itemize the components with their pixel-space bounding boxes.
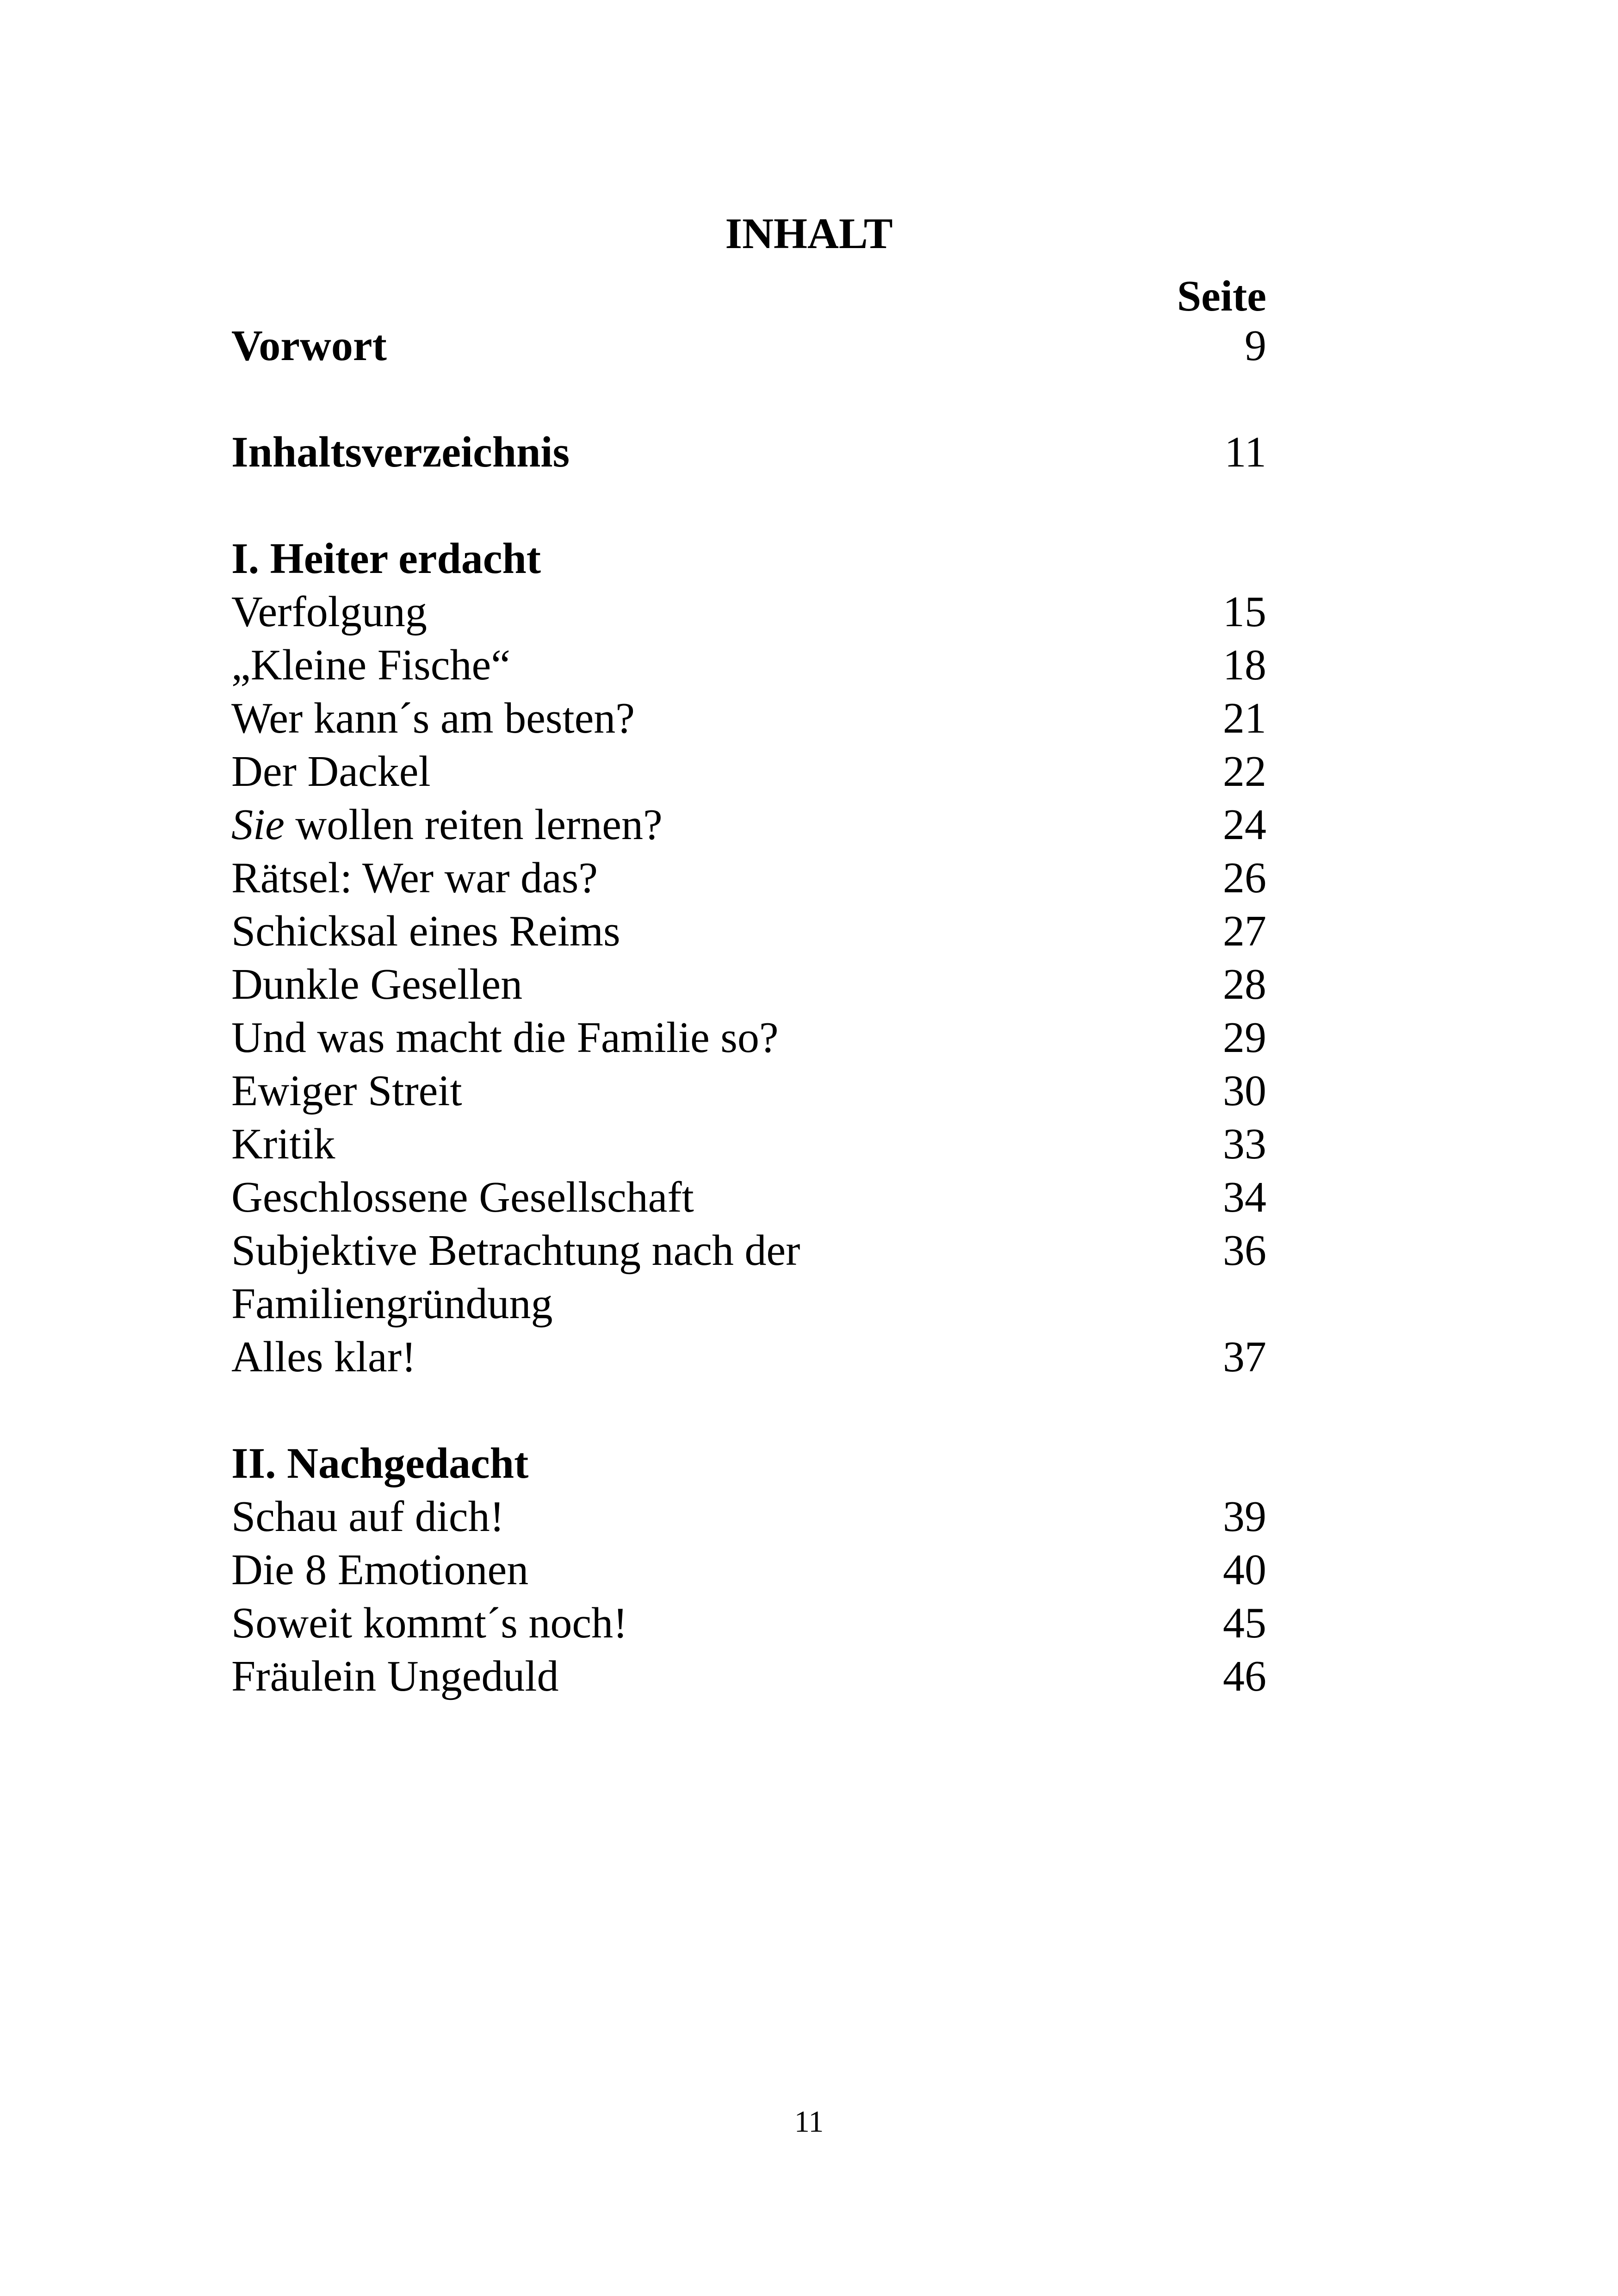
toc-entry [231, 1331, 1266, 1384]
toc-entry-page: 34 [1223, 1173, 1266, 1221]
section-heading-text: I. Heiter erdacht [231, 535, 541, 583]
toc-entry [231, 958, 1266, 1011]
toc-entry-title [231, 798, 663, 852]
toc-entry-title: Kritik [231, 1120, 335, 1168]
toc-entry [231, 1171, 1266, 1224]
section-heading-text: II. Nachgedacht [231, 1439, 529, 1487]
toc-entry-page: 18 [1223, 641, 1266, 689]
toc-entry-page: 27 [1223, 907, 1266, 955]
page-column-header: Seite [1177, 272, 1266, 320]
toc-entry [231, 745, 1266, 798]
table-of-contents [231, 319, 1266, 1703]
toc-entry-title: Schicksal eines Reims [231, 907, 620, 955]
toc-entry-page: 15 [1223, 588, 1266, 636]
toc-entry [231, 1118, 1266, 1171]
toc-entry-title-line1: Subjektive Betrachtung nach der [231, 1226, 800, 1275]
toc-entry-title: Und was macht die Familie so? [231, 1014, 779, 1062]
page-title: INHALT [725, 210, 893, 258]
toc-entry [231, 639, 1266, 692]
toc-entry-page: 24 [1223, 801, 1266, 849]
toc-entry-page: 29 [1223, 1014, 1266, 1062]
toc-entry-title: Schau auf dich! [231, 1493, 504, 1541]
toc-entry-title: Dunkle Gesellen [231, 960, 523, 1008]
toc-entry [231, 1490, 1266, 1543]
toc-entry [231, 798, 1266, 852]
toc-entry-page: 9 [1245, 322, 1266, 370]
toc-entry-title: Ewiger Streit [231, 1067, 462, 1115]
toc-entry-title: Der Dackel [231, 747, 431, 796]
toc-entry-page: 39 [1223, 1493, 1266, 1541]
toc-entry-title-italic: Sie [231, 801, 285, 849]
toc-entry-title: Inhaltsverzeichnis [231, 428, 570, 476]
toc-entry [231, 585, 1266, 639]
toc-entry [231, 905, 1266, 958]
toc-entry-title-rest: wollen reiten lernen? [284, 801, 663, 849]
footer-page-number: 11 [794, 2105, 824, 2139]
toc-entry [231, 852, 1266, 905]
section-heading [231, 532, 1266, 585]
toc-entry-title [231, 1224, 925, 1331]
toc-entry-page: 37 [1223, 1333, 1266, 1381]
toc-entry-page: 26 [1223, 854, 1266, 902]
toc-entry-page: 21 [1223, 694, 1266, 742]
toc-entry-title: Vorwort [231, 322, 387, 370]
toc-entry-page: 40 [1223, 1546, 1266, 1594]
toc-entry-title: Rätsel: Wer war das? [231, 854, 598, 902]
toc-entry-vorwort [231, 319, 1266, 373]
toc-entry [231, 1543, 1266, 1597]
toc-entry-page: 30 [1223, 1067, 1266, 1115]
toc-entry-page: 33 [1223, 1120, 1266, 1168]
toc-entry-title: Wer kann´s am besten? [231, 694, 635, 742]
toc-entry [231, 1650, 1266, 1703]
toc-entry-title-line2: Familiengründung [231, 1280, 553, 1328]
toc-entry-page: 22 [1223, 747, 1266, 796]
toc-entry [231, 1011, 1266, 1064]
toc-entry-page: 28 [1223, 960, 1266, 1008]
toc-entry-title: Die 8 Emotionen [231, 1546, 529, 1594]
toc-entry-page: 11 [1224, 428, 1266, 476]
toc-entry-page: 45 [1223, 1599, 1266, 1647]
toc-entry [231, 1064, 1266, 1118]
toc-entry-title: Alles klar! [231, 1333, 416, 1381]
toc-entry-title: Fräulein Ungeduld [231, 1652, 559, 1700]
toc-entry-title: „Kleine Fische“ [231, 641, 510, 689]
toc-entry-page: 36 [1223, 1226, 1266, 1275]
toc-entry-title: Geschlossene Gesellschaft [231, 1173, 694, 1221]
toc-entry [231, 1597, 1266, 1650]
toc-entry-title: Soweit kommt´s noch! [231, 1599, 628, 1647]
toc-entry-title: Verfolgung [231, 588, 427, 636]
toc-entry-inhaltsverzeichnis [231, 426, 1266, 479]
toc-entry-page: 46 [1223, 1652, 1266, 1700]
toc-entry [231, 1224, 1266, 1331]
toc-entry [231, 692, 1266, 745]
section-heading [231, 1437, 1266, 1490]
